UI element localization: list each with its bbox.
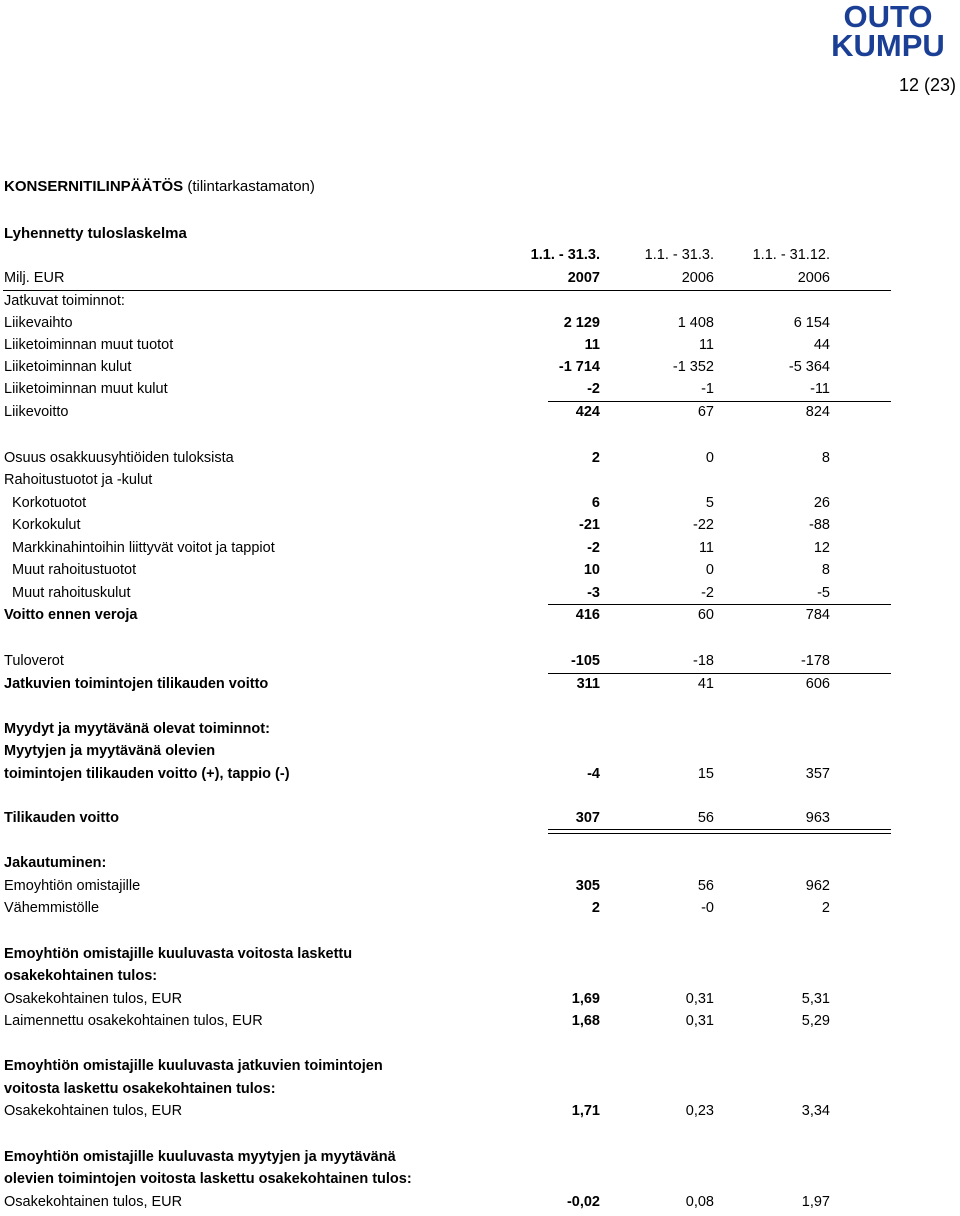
table-row [0, 607, 900, 629]
outokumpu-logo [818, 0, 958, 60]
cell-2007-q1: 10 [583, 562, 600, 578]
table-row [0, 855, 900, 877]
cell-2006-fy: 824 [805, 404, 830, 420]
table-row [0, 991, 900, 1013]
table-row [0, 1171, 900, 1193]
cell-2006-q1: -22 [693, 517, 714, 533]
cell-2007-q1: 6 [591, 495, 600, 511]
cell-2007-q1: -2 [587, 540, 600, 556]
row-label: Muut rahoitustuotot [12, 562, 137, 578]
table-row [0, 517, 900, 539]
table-row [0, 900, 900, 922]
document-title-main: KONSERNITILINPÄÄTÖS [4, 178, 184, 195]
row-label: Emoyhtiön omistajille kuuluvasta voitosta laskettu [4, 946, 353, 962]
cell-2007-q1: 2 [591, 450, 600, 466]
table-row [0, 676, 900, 698]
cell-2006-fy: -11 [810, 381, 830, 397]
subtotal-rule [548, 673, 891, 674]
cell-2006-fy: -88 [809, 517, 830, 533]
document-title [4, 178, 315, 195]
table-row [0, 721, 900, 743]
cell-2006-q1: 41 [697, 676, 714, 692]
table-row [0, 743, 900, 765]
cell-2006-fy: 44 [813, 337, 830, 353]
table-row [0, 359, 900, 381]
cell-2006-q1: 0 [705, 562, 714, 578]
cell-2006-q1: 0,31 [685, 991, 714, 1007]
cell-2007-q1: -0,02 [566, 1194, 600, 1210]
row-label: olevien toimintojen voitosta laskettu osakekohtainen tulos: [4, 1171, 412, 1187]
page-number: 12 (23) [898, 75, 956, 95]
row-label: Markkinahintoihin liittyvät voitot ja tappiot [12, 540, 275, 556]
table-row [0, 653, 900, 675]
cell-2006-q1: -1 [701, 381, 714, 397]
cell-2007-q1: 2 [591, 900, 600, 916]
total-double-rule [548, 833, 891, 834]
cell-2006-q1: 60 [697, 607, 714, 623]
cell-2007-q1: 1,71 [571, 1103, 600, 1119]
table-row [0, 315, 900, 337]
row-label: Liiketoiminnan muut tuotot [4, 337, 174, 353]
cell-2006-q1: -1 352 [672, 359, 714, 375]
row-label: Emoyhtiön omistajille kuuluvasta myytyjen ja myytävänä [4, 1149, 396, 1165]
row-label: Rahoitustuotot ja -kulut [4, 472, 153, 488]
cell-2006-q1: 11 [698, 540, 714, 556]
cell-2006-fy: 963 [805, 810, 830, 826]
cell-2006-fy: 5,29 [801, 1013, 830, 1029]
unit-label: Milj. EUR [4, 270, 65, 286]
row-label: Osakekohtainen tulos, EUR [4, 1103, 183, 1119]
statement-subtitle: Lyhennetty tuloslaskelma [4, 225, 187, 242]
row-label: Tilikauden voitto [4, 810, 119, 826]
row-label: Voitto ennen veroja [4, 607, 138, 623]
row-label: Liikevaihto [4, 315, 73, 331]
year-col-2: 2006 [681, 270, 714, 286]
table-row [0, 878, 900, 900]
cell-2007-q1: 424 [575, 404, 600, 420]
cell-2006-fy: 8 [821, 562, 830, 578]
table-row [0, 1194, 900, 1216]
row-label: toimintojen tilikauden voitto (+), tappio (-) [4, 766, 290, 782]
period-col-2: 1.1. - 31.3. [644, 247, 714, 263]
cell-2007-q1: 1,68 [571, 1013, 600, 1029]
cell-2006-fy: 26 [813, 495, 830, 511]
row-label: Emoyhtiön omistajille [4, 878, 141, 894]
table-row [0, 1103, 900, 1125]
year-col-3: 2006 [797, 270, 830, 286]
cell-2006-q1: 56 [697, 878, 714, 894]
row-label: Laimennettu osakekohtainen tulos, EUR [4, 1013, 263, 1029]
cell-2006-q1: 0,08 [685, 1194, 714, 1210]
table-row [0, 562, 900, 584]
cell-2007-q1: -3 [587, 585, 600, 601]
table-row [0, 766, 900, 788]
cell-2006-q1: 5 [705, 495, 714, 511]
cell-2007-q1: 307 [575, 810, 600, 826]
cell-2006-fy: -5 [817, 585, 830, 601]
table-row [0, 1058, 900, 1080]
cell-2006-q1: 56 [697, 810, 714, 826]
cell-2007-q1: 2 129 [563, 315, 600, 331]
cell-2006-fy: 357 [805, 766, 830, 782]
table-row [0, 540, 900, 562]
year-header-row [0, 270, 900, 292]
row-label: Myydyt ja myytävänä olevat toiminnot: [4, 721, 270, 737]
row-label: Jatkuvien toimintojen tilikauden voitto [4, 676, 269, 692]
period-header-row [0, 247, 900, 269]
cell-2006-fy: 784 [805, 607, 830, 623]
row-label: Korkotuotot [12, 495, 87, 511]
row-label: Emoyhtiön omistajille kuuluvasta jatkuvien toimintojen [4, 1058, 383, 1074]
cell-2007-q1: -105 [570, 653, 600, 669]
cell-2007-q1: 311 [576, 676, 600, 692]
row-label: Liiketoiminnan kulut [4, 359, 132, 375]
cell-2006-fy: -5 364 [788, 359, 830, 375]
header-rule [3, 290, 891, 291]
cell-2006-fy: 962 [805, 878, 830, 894]
row-label: voitosta laskettu osakekohtainen tulos: [4, 1081, 276, 1097]
cell-2006-q1: 1 408 [677, 315, 714, 331]
table-row [0, 946, 900, 968]
cell-2006-fy: 12 [813, 540, 830, 556]
table-row [0, 472, 900, 494]
cell-2006-fy: 2 [821, 900, 830, 916]
row-label: Osakekohtainen tulos, EUR [4, 991, 183, 1007]
row-label: Tuloverot [4, 653, 64, 669]
table-row [0, 1013, 900, 1035]
row-label: Muut rahoituskulut [12, 585, 131, 601]
table-row [0, 1149, 900, 1171]
subtotal-rule [548, 401, 891, 402]
cell-2006-q1: 0,31 [685, 1013, 714, 1029]
cell-2006-fy: 8 [821, 450, 830, 466]
row-label: Jatkuvat toiminnot: [4, 293, 125, 309]
row-label: Osuus osakkuusyhtiöiden tuloksista [4, 450, 234, 466]
cell-2006-q1: 0 [705, 450, 714, 466]
row-label: Liikevoitto [4, 404, 69, 420]
period-col-1: 1.1. - 31.3. [530, 247, 600, 263]
cell-2007-q1: -21 [579, 517, 600, 533]
cell-2007-q1: 416 [575, 607, 600, 623]
cell-2007-q1: -4 [587, 766, 600, 782]
table-row [0, 381, 900, 403]
cell-2006-q1: 15 [697, 766, 714, 782]
table-row [0, 404, 900, 426]
cell-2007-q1: 305 [575, 878, 600, 894]
cell-2006-fy: 6 154 [793, 315, 830, 331]
row-label: Korkokulut [12, 517, 81, 533]
cell-2007-q1: 1,69 [571, 991, 600, 1007]
table-row [0, 337, 900, 359]
table-row [0, 1081, 900, 1103]
table-row [0, 450, 900, 472]
cell-2007-q1: 11 [584, 337, 600, 353]
row-label: Liiketoiminnan muut kulut [4, 381, 168, 397]
cell-2007-q1: -2 [587, 381, 600, 397]
total-double-rule [548, 829, 891, 830]
table-row [0, 495, 900, 517]
logo-line-1: OUTO [843, 0, 933, 34]
cell-2006-q1: 11 [698, 337, 714, 353]
row-label: Vähemmistölle [4, 900, 100, 916]
cell-2006-q1: -2 [701, 585, 714, 601]
row-label: Osakekohtainen tulos, EUR [4, 1194, 183, 1210]
cell-2006-fy: 1,97 [801, 1194, 830, 1210]
cell-2006-fy: 606 [805, 676, 830, 692]
row-label: osakekohtainen tulos: [4, 968, 158, 984]
cell-2006-fy: 3,34 [801, 1103, 830, 1119]
table-row [0, 968, 900, 990]
row-label: Jakautuminen: [4, 855, 107, 871]
subtotal-rule [548, 604, 891, 605]
year-col-1: 2007 [567, 270, 600, 286]
period-col-3: 1.1. - 31.12. [752, 247, 830, 263]
cell-2006-q1: -18 [693, 653, 714, 669]
table-row [0, 293, 900, 315]
document-title-note: (tilintarkastamaton) [183, 178, 315, 195]
cell-2006-q1: 0,23 [685, 1103, 714, 1119]
cell-2007-q1: -1 714 [558, 359, 600, 375]
row-label: Myytyjen ja myytävänä olevien [4, 743, 216, 759]
cell-2006-fy: 5,31 [801, 991, 830, 1007]
cell-2006-q1: -0 [701, 900, 714, 916]
logo-line-2: KUMPU [831, 28, 945, 60]
cell-2006-fy: -178 [800, 653, 830, 669]
cell-2006-q1: 67 [697, 404, 714, 420]
